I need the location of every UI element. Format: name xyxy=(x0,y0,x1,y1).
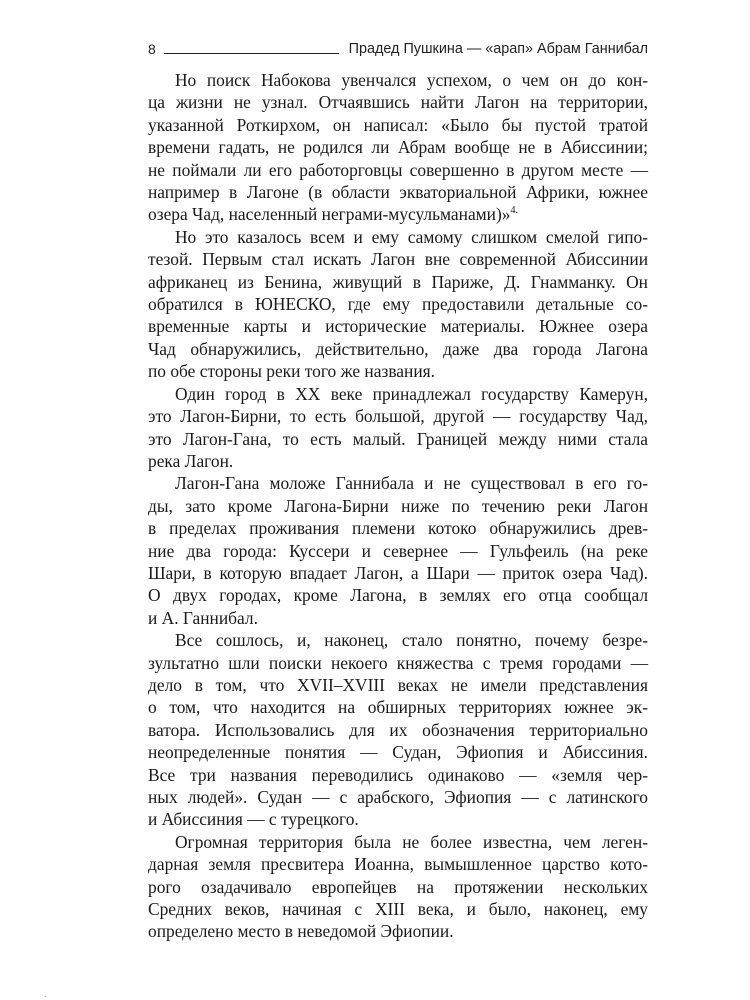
text-line: неопределенные понятия — Судан, Эфиопия и Абиссиния. xyxy=(148,742,648,763)
corner-mark: . xyxy=(44,990,47,999)
text-line: Шари, в которую впадает Лагон, а Шари — приток озера Чад). xyxy=(148,562,648,583)
paragraph xyxy=(148,69,648,226)
text-line: озера Чад, населенный неграми-мусульманами)»$^{4.}$ xyxy=(148,204,518,225)
text-line: это Лагон-Гана, то есть малый. Границей между ними стала xyxy=(148,428,648,449)
paragraph xyxy=(148,629,648,831)
text-line: по обе стороны реки того же названия. xyxy=(148,361,435,382)
paragraph xyxy=(148,383,648,473)
page-number: 8 xyxy=(148,41,156,57)
text-line: Но поиск Набокова увенчался успехом, о чем он до кон- xyxy=(175,70,648,90)
paragraph xyxy=(148,472,648,629)
text-line: О двух городах, кроме Лагона, в землях его отца сообщал xyxy=(148,585,648,606)
body-text xyxy=(148,69,648,943)
text-line: ватора. Использовались для их обозначения территориально xyxy=(148,719,648,740)
text-line: в пределах проживания племени котоко обнаружились древ- xyxy=(148,518,648,539)
text-line: времени гадать, не родился ли Абрам вообще не в Абиссинии; xyxy=(148,137,648,158)
text-line: Чад обнаружились, действительно, даже два города Лагона xyxy=(148,338,648,359)
text-line: ды, зато кроме Лагона-Бирни ниже по течению реки Лагон xyxy=(148,495,648,516)
footnote-marker: 4. xyxy=(510,205,518,217)
running-head xyxy=(148,38,648,60)
text-line: и А. Ганнибал. xyxy=(148,607,258,628)
text-line: дарная земля пресвитера Иоанна, вымышленное царство кото- xyxy=(148,854,648,875)
text-line: Но это казалось всем и ему самому слишком смелой гипо- xyxy=(175,226,648,247)
text-line: например в Лагоне (в области экваториальной Африки, южнее xyxy=(148,182,648,203)
text-line: не поймали ли его работорговцы совершенно в другом месте — xyxy=(148,159,648,180)
text-line: Все сошлось, и, наконец, стало понятно, почему безре- xyxy=(175,630,648,651)
text-line: рого озадачивало европейцев на протяжении нескольких xyxy=(148,876,648,897)
text-line: тезой. Первым стал искать Лагон вне современной Абиссинии xyxy=(148,249,648,270)
text-line: Лагон-Гана моложе Ганнибала и не существовал в его го- xyxy=(175,473,648,494)
text-line: Все три названия переводились одинаково — «земля чер- xyxy=(148,764,648,785)
text-line: Огромная территория была не более известна, чем леген- xyxy=(175,831,648,852)
text-line: африканец из Бенина, живущий в Париже, Д. Гнамманку. Он xyxy=(148,271,648,292)
paragraph xyxy=(148,831,648,943)
text-line: временные карты и исторические материалы. Южнее озера xyxy=(148,316,648,337)
text-line: ца жизни не узнал. Отчаявшись найти Лагон на территории, xyxy=(148,92,648,113)
text-line: о том, что находится на обширных территориях южнее эк- xyxy=(148,697,648,718)
running-title: Прадед Пушкина — «арап» Абрам Ганнибал xyxy=(348,41,648,57)
text-line: обратился в ЮНЕСКО, где ему предоставили детальные со- xyxy=(148,294,648,315)
text-line: зультатно шли поиски некоего княжества с тремя городами — xyxy=(148,652,648,673)
text-line: ние два города: Куссери и севернее — Гульфеиль (на реке xyxy=(148,540,648,561)
text-line: Один город в XX веке принадлежал государству Камерун, xyxy=(175,383,648,404)
text-line: дело в том, что XVII–XVIII веках не имели представления xyxy=(148,674,648,695)
text-line: река Лагон. xyxy=(148,450,234,471)
text-line: это Лагон-Бирни, то есть большой, другой — государству Чад, xyxy=(148,406,648,427)
header-rule xyxy=(164,53,339,54)
text-line: определено место в неведомой Эфиопии. xyxy=(148,921,454,942)
text-line: Средних веков, начиная с XIII века, и было, наконец, ему xyxy=(148,899,648,920)
text-line: и Абиссиния — с турецкого. xyxy=(148,809,359,830)
paragraph xyxy=(148,226,648,383)
text-line: указанной Роткирхом, он написал: «Было бы пустой тратой xyxy=(148,114,648,135)
text-line: ных людей». Судан — с арабского, Эфиопия — с латинского xyxy=(148,787,648,807)
